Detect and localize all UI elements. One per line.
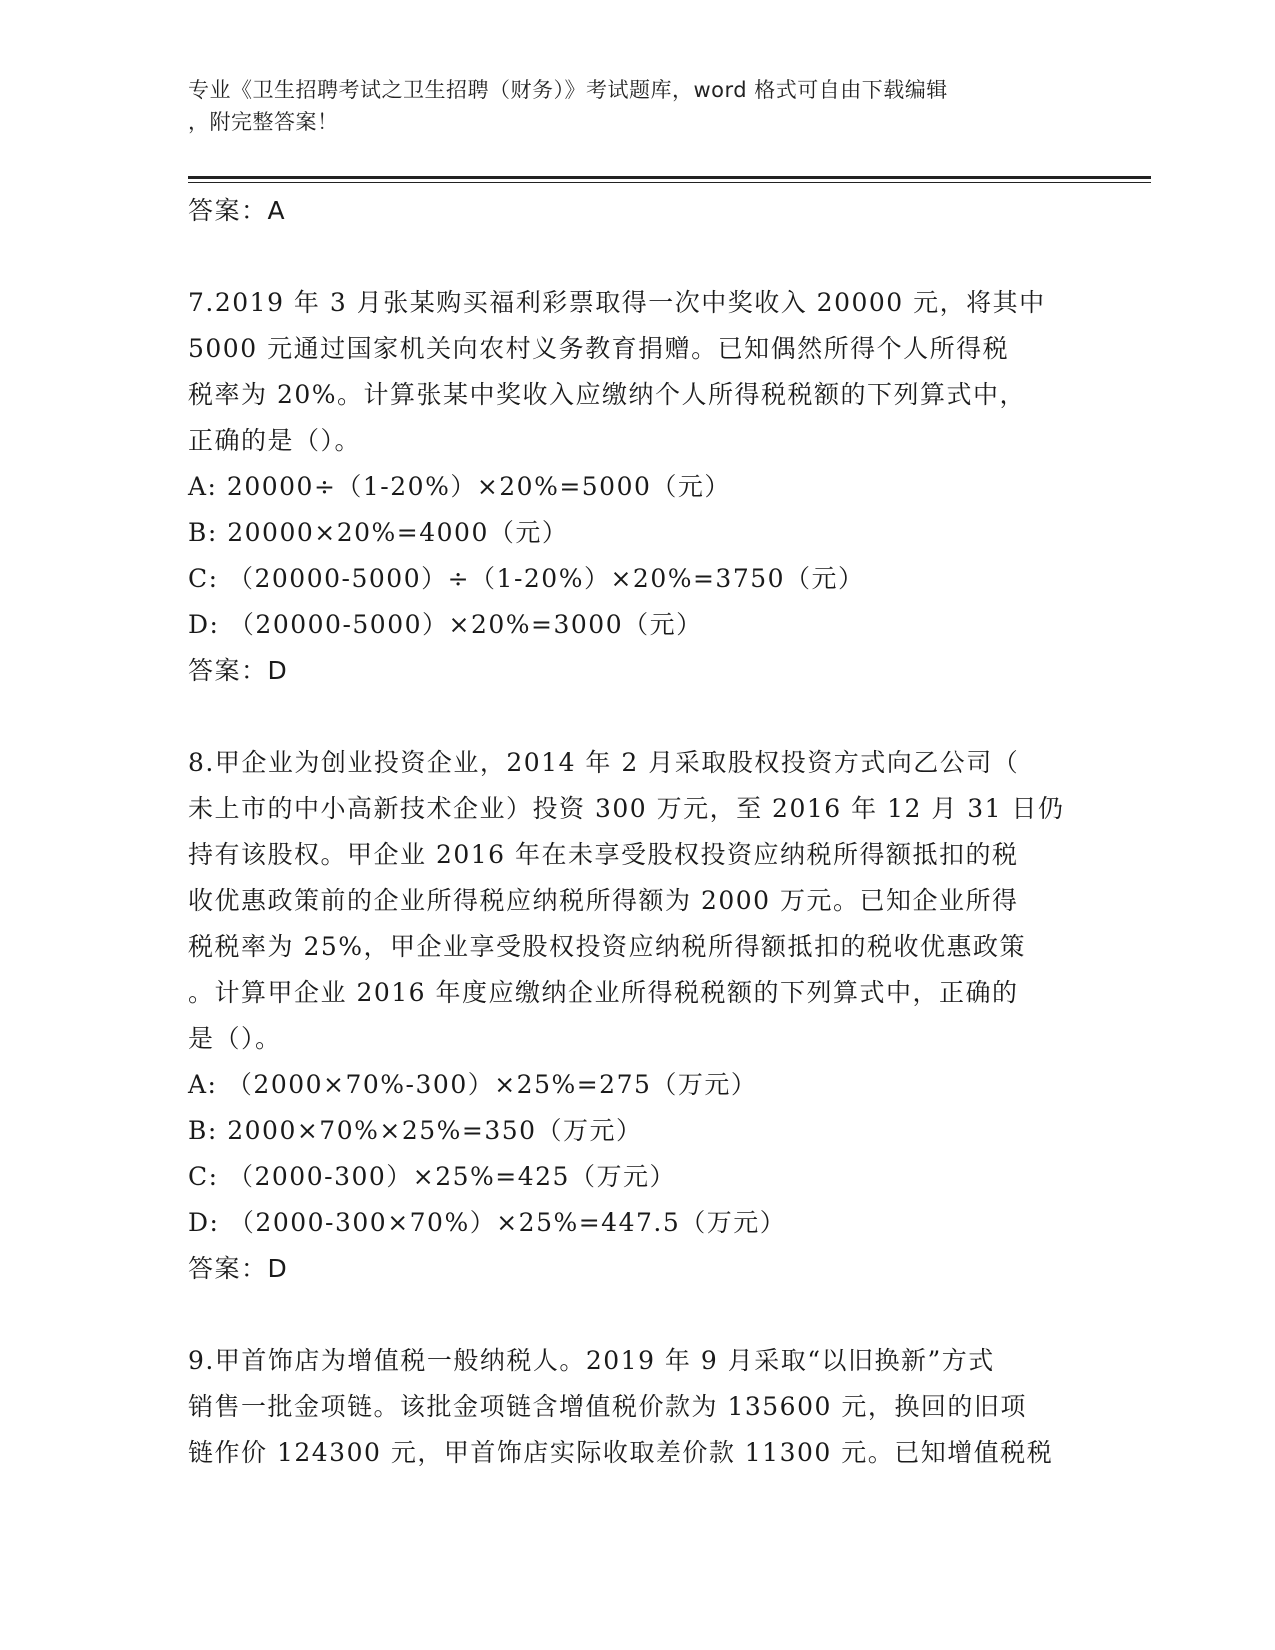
question-line: 9.甲首饰店为增值税一般纳税人。2019 年 9 月采取“以旧换新”方式 xyxy=(188,1346,995,1375)
option-a: A: 20000÷（1-20%）×20%=5000（元） xyxy=(188,472,731,501)
question-line: 税率为 20%。计算张某中奖收入应缴纳个人所得税税额的下列算式中， xyxy=(188,380,1027,409)
spacer xyxy=(188,694,1068,740)
question-line: 销售一批金项链。该批金项链含增值税价款为 135600 元，换回的旧项 xyxy=(188,1392,1027,1421)
option-c: C: （2000-300）×25%=425（万元） xyxy=(188,1162,676,1191)
question-line: 税税率为 25%，甲企业享受股权投资应纳税所得额抵扣的税收优惠政策 xyxy=(188,932,1027,961)
document-body xyxy=(188,188,1068,1476)
option-b: B: 20000×20%=4000（元） xyxy=(188,518,569,547)
question-line: 。计算甲企业 2016 年度应缴纳企业所得税税额的下列算式中，正确的 xyxy=(188,978,1019,1007)
question-line: 收优惠政策前的企业所得税应纳税所得额为 2000 万元。已知企业所得 xyxy=(188,886,1019,915)
question-line: 正确的是（）。 xyxy=(188,426,362,455)
question-7 xyxy=(188,280,1068,694)
option-a: A: （2000×70%-300）×25%=275（万元） xyxy=(188,1070,758,1099)
header-line-2: ，附完整答案！ xyxy=(188,110,339,134)
option-c: C: （20000-5000）÷（1-20%）×20%=3750（元） xyxy=(188,564,865,593)
question-line: 7.2019 年 3 月张某购买福利彩票取得一次中奖收入 20000 元，将其中 xyxy=(188,288,1046,317)
header-rule-thick xyxy=(188,176,1151,179)
question-line: 是（）。 xyxy=(188,1024,282,1053)
question-line: 未上市的中小高新技术企业）投资 300 万元，至 2016 年 12 月 31 日仍 xyxy=(188,794,1065,823)
answer-previous: 答案：A xyxy=(188,196,287,225)
option-d: D: （20000-5000）×20%=3000（元） xyxy=(188,610,703,639)
header-line-1: 专业《卫生招聘考试之卫生招聘（财务）》考试题库，word 格式可自由下载编辑 xyxy=(188,78,948,102)
spacer xyxy=(188,1292,1068,1338)
question-9 xyxy=(188,1338,1068,1476)
option-d: D: （2000-300×70%）×25%=447.5（万元） xyxy=(188,1208,787,1237)
option-b: B: 2000×70%×25%=350（万元） xyxy=(188,1116,643,1145)
answer: 答案：D xyxy=(188,1254,289,1283)
header-rule-thin xyxy=(188,182,1151,183)
spacer xyxy=(188,234,1068,280)
answer: 答案：D xyxy=(188,656,289,685)
question-line: 链作价 124300 元，甲首饰店实际收取差价款 11300 元。已知增值税税 xyxy=(188,1438,1054,1467)
question-line: 8.甲企业为创业投资企业，2014 年 2 月采取股权投资方式向乙公司（ xyxy=(188,748,1020,777)
question-8 xyxy=(188,740,1068,1292)
page-header xyxy=(188,74,1068,138)
question-line: 5000 元通过国家机关向农村义务教育捐赠。已知偶然所得个人所得税 xyxy=(188,334,1010,363)
question-line: 持有该股权。甲企业 2016 年在未享受股权投资应纳税所得额抵扣的税 xyxy=(188,840,1019,869)
